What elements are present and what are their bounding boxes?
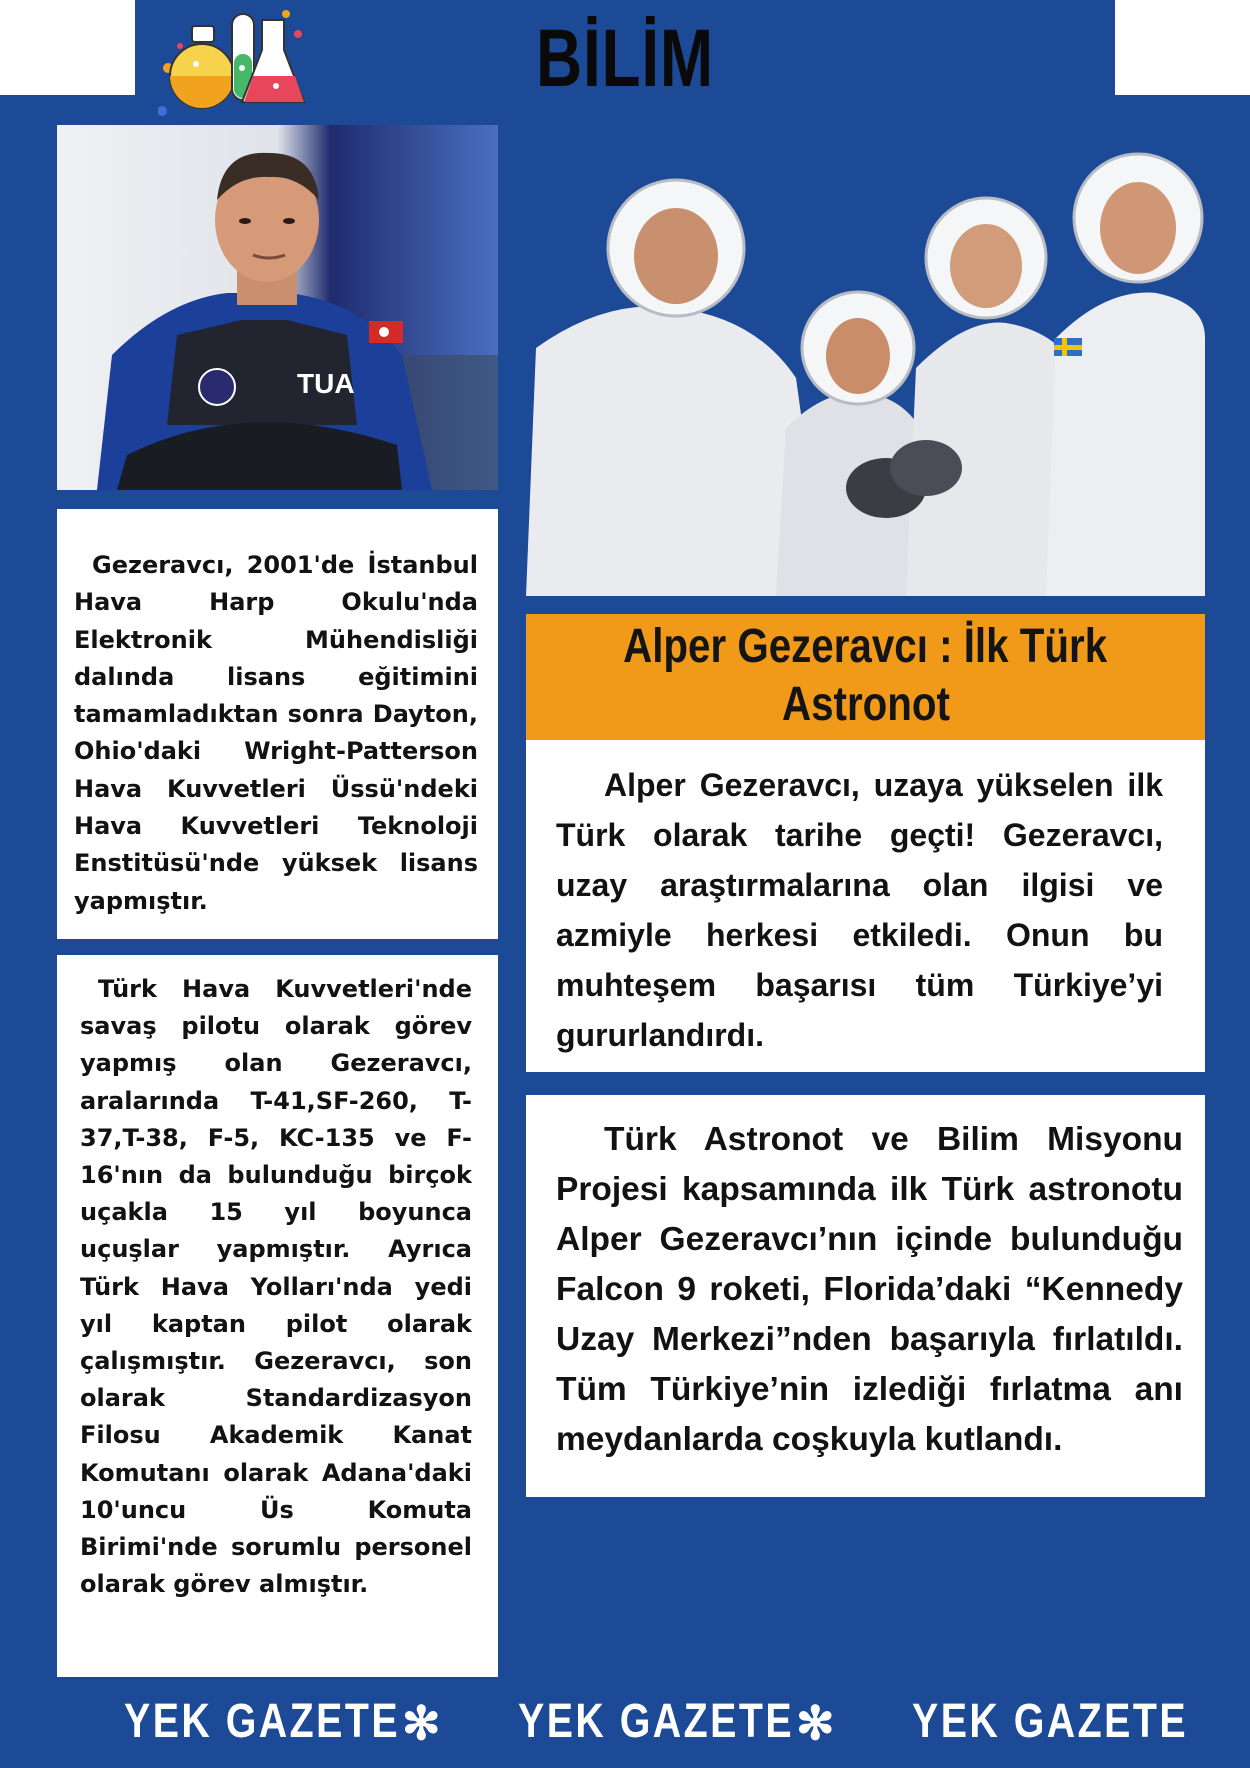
- tua-badge: TUA: [297, 368, 355, 399]
- page-title: BİLİM: [536, 13, 714, 104]
- footer-brand-1: YEK GAZETE: [124, 1695, 401, 1748]
- headline-line-1: Alper Gezeravcı : İlk Türk: [623, 620, 1108, 673]
- headline-banner: [526, 614, 1205, 740]
- header-corner-right: [1115, 0, 1250, 95]
- intro-text: Alper Gezeravcı, uzaya yükselen ilk Türk olarak tarihe geçti! Gezeravcı, uzay araştırmalarına olan ilgisi ve azmiyle herkesi etkiledi. Onun bu muhteşem başarısı tüm Türkiye’yi gururlandırdı.: [556, 767, 1163, 1053]
- bio-card-career: [57, 955, 498, 1677]
- science-flasks-icon: [158, 6, 308, 121]
- astronaut-portrait-photo: [57, 125, 498, 490]
- intro-card: [526, 740, 1205, 1072]
- header-corner-left: [0, 0, 135, 95]
- headline-line-2: Astronot: [781, 678, 950, 731]
- footer-brand-3: YEK GAZETE: [912, 1695, 1189, 1748]
- astronaut-crew-photo: [526, 138, 1205, 596]
- footer-brand-2: YEK GAZETE: [518, 1695, 795, 1748]
- footer-separator-2: ✻: [796, 1697, 835, 1749]
- bio-education-text: Gezeravcı, 2001'de İstanbul Hava Harp Okulu'nda Elektronik Mühendisliği dalında lisans eğitimini tamamladıktan sonra Dayton, Ohio'daki Wright-Patterson Hava Kuvvetleri Üssü'ndeki Hava Kuvvetleri Teknoloji Enstitüsü'nde yüksek lisans yapmıştır.: [74, 551, 478, 915]
- bio-career-text: Türk Hava Kuvvetleri'nde savaş pilotu olarak görev yapmış olan Gezeravcı, aralarında T-41,SF-260, T-37,T-38, F-5, KC-135 ve F-16'nın da bulunduğu birçok uçakla 15 yıl boyunca uçuşlar yapmıştır. Ayrıca Türk Hava Yolları'nda yedi yıl kaptan pilot olarak çalışmıştır. Gezeravcı, son olarak Standardizasyon Filosu Akademik Kanat Komutanı olarak Adana'daki 10'uncu Üs Komuta Birimi'nde sorumlu personel olarak görev almıştır.: [80, 975, 472, 1599]
- bio-card-education: [57, 509, 498, 939]
- mission-text: Türk Astronot ve Bilim Misyonu Projesi kapsamında ilk Türk astronotu Alper Gezeravcı’nın içinde bulunduğu Falcon 9 roketi, Florida’daki “Kennedy Uzay Merkezi”nden başarıyla fırlatıldı. Tüm Türkiye’nin izlediği fırlatma anı meydanlarda coşkuyla kutlandı.: [556, 1121, 1183, 1458]
- mission-card: [526, 1095, 1205, 1497]
- footer-banner: [0, 1690, 1250, 1760]
- footer-separator-1: ✻: [402, 1697, 441, 1749]
